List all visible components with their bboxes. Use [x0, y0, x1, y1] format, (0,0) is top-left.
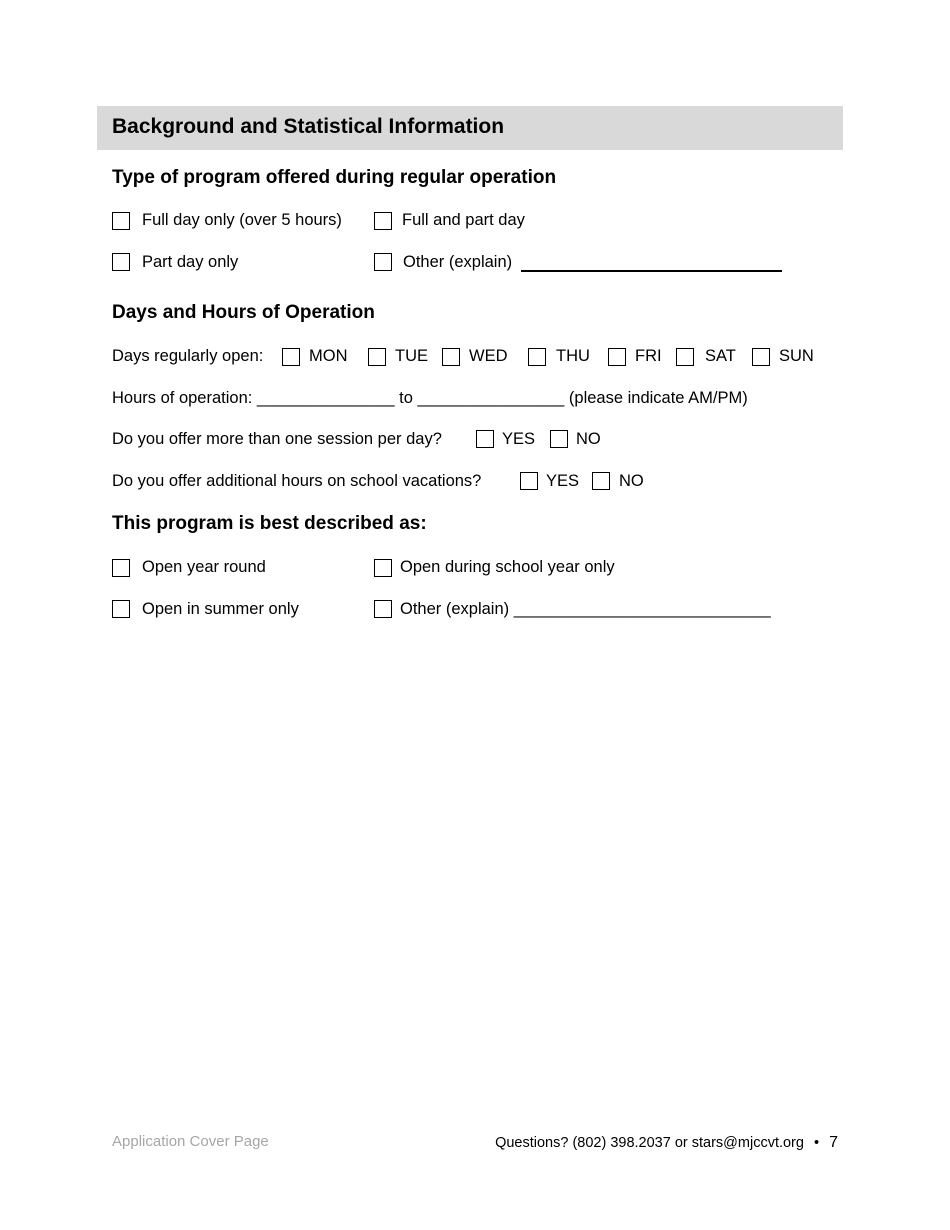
vacation-no-label: NO [619, 472, 644, 490]
vacation-yes-label: YES [546, 472, 580, 490]
description-other-label[interactable]: Other (explain) ____________________________ [400, 600, 771, 618]
footer-contact-text: Questions? (802) 398.2037 or stars@mjccvt.org [495, 1135, 804, 1151]
sun-checkbox[interactable] [752, 348, 770, 366]
sun-label: SUN [779, 347, 814, 365]
program-other-explain-field[interactable] [521, 270, 782, 272]
page-number: 7 [829, 1134, 838, 1151]
sat-checkbox[interactable] [676, 348, 694, 366]
description-other-checkbox[interactable] [374, 600, 392, 618]
sat-label: SAT [705, 347, 736, 365]
mon-checkbox[interactable] [282, 348, 300, 366]
program-type-heading: Type of program offered during regular operation [112, 167, 557, 188]
session-no-label: NO [576, 430, 601, 448]
summer-only-label: Open in summer only [142, 600, 299, 618]
days-hours-heading: Days and Hours of Operation [112, 302, 375, 323]
wed-checkbox[interactable] [442, 348, 460, 366]
best-described-heading: This program is best described as: [112, 513, 427, 534]
vacation-no-checkbox[interactable] [592, 472, 610, 490]
fri-label: FRI [635, 347, 662, 365]
year-round-label: Open year round [142, 558, 266, 576]
wed-label: WED [469, 347, 508, 365]
days-open-label: Days regularly open: [112, 347, 264, 365]
summer-only-checkbox[interactable] [112, 600, 130, 618]
full-and-part-day-label: Full and part day [402, 211, 525, 229]
session-no-checkbox[interactable] [550, 430, 568, 448]
section-title: Background and Statistical Information [112, 115, 505, 138]
school-year-label: Open during school year only [400, 558, 615, 576]
year-round-checkbox[interactable] [112, 559, 130, 577]
full-day-only-checkbox[interactable] [112, 212, 130, 230]
full-and-part-day-checkbox[interactable] [374, 212, 392, 230]
footer-contact [495, 1134, 838, 1152]
session-yes-checkbox[interactable] [476, 430, 494, 448]
tue-label: TUE [395, 347, 428, 365]
section-header-band [97, 106, 843, 150]
vacation-question: Do you offer additional hours on school vacations? [112, 472, 482, 490]
part-day-only-checkbox[interactable] [112, 253, 130, 271]
thu-checkbox[interactable] [528, 348, 546, 366]
session-question: Do you offer more than one session per day? [112, 430, 442, 448]
hours-of-operation-line[interactable]: Hours of operation: _______________ to ________________ (please indicate AM/PM) [112, 389, 748, 407]
program-other-checkbox[interactable] [374, 253, 392, 271]
thu-label: THU [556, 347, 590, 365]
full-day-only-label: Full day only (over 5 hours) [142, 211, 342, 229]
session-yes-label: YES [502, 430, 536, 448]
footer-bullet: • [813, 1135, 820, 1151]
footer-title: Application Cover Page [112, 1133, 269, 1150]
mon-label: MON [309, 347, 348, 365]
fri-checkbox[interactable] [608, 348, 626, 366]
tue-checkbox[interactable] [368, 348, 386, 366]
school-year-checkbox[interactable] [374, 559, 392, 577]
part-day-only-label: Part day only [142, 253, 239, 271]
vacation-yes-checkbox[interactable] [520, 472, 538, 490]
program-other-label: Other (explain) [403, 253, 513, 271]
